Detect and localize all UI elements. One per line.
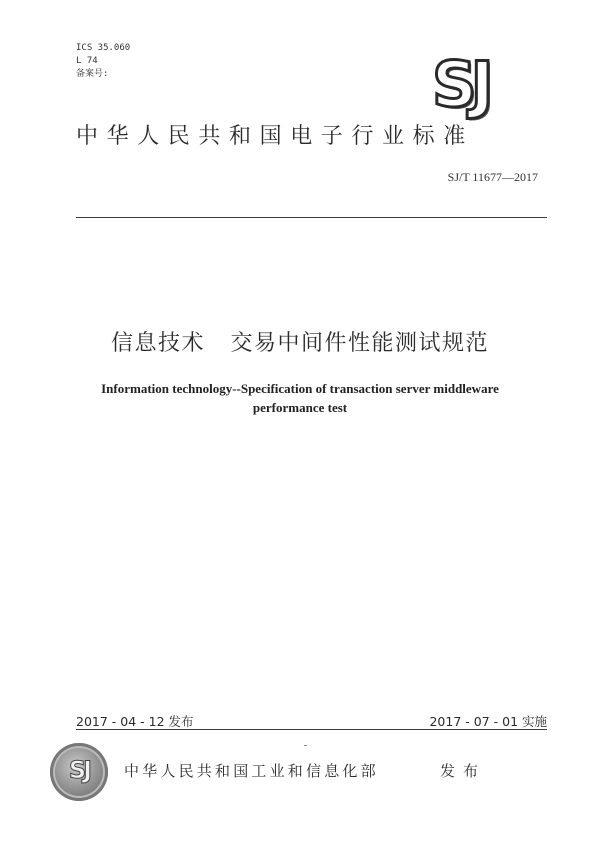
issuing-authority: 中华人民共和国工业和信息化部 (124, 762, 379, 780)
release-date: 2017 - 04 - 12 发布 (76, 714, 194, 729)
ics-code: ICS 35.060 (76, 43, 131, 53)
seal-text: SJ (68, 756, 90, 784)
sj-seal-icon (50, 743, 108, 801)
title-english (60, 379, 540, 417)
title-english-line-2: performance test (252, 400, 348, 415)
title-english-line-1: Information technology--Specification of transaction server middleware (101, 381, 499, 396)
issue-label: 发布 (440, 762, 487, 780)
effective-date: 2017 - 07 - 01 实施 (429, 714, 547, 729)
standard-number: SJ/T 11677—2017 (447, 170, 538, 184)
classification-code: L 74 (76, 56, 98, 66)
title-chinese: 信息技术 交易中间件性能测试规范 (111, 331, 489, 356)
footer-divider (76, 729, 547, 730)
header-divider (76, 217, 547, 218)
record-number-label: 备案号: (76, 69, 109, 79)
standard-category: 中华人民共和国电子行业标准 (76, 124, 474, 149)
scan-speck (304, 745, 307, 746)
sj-logo: SJ (432, 48, 488, 121)
